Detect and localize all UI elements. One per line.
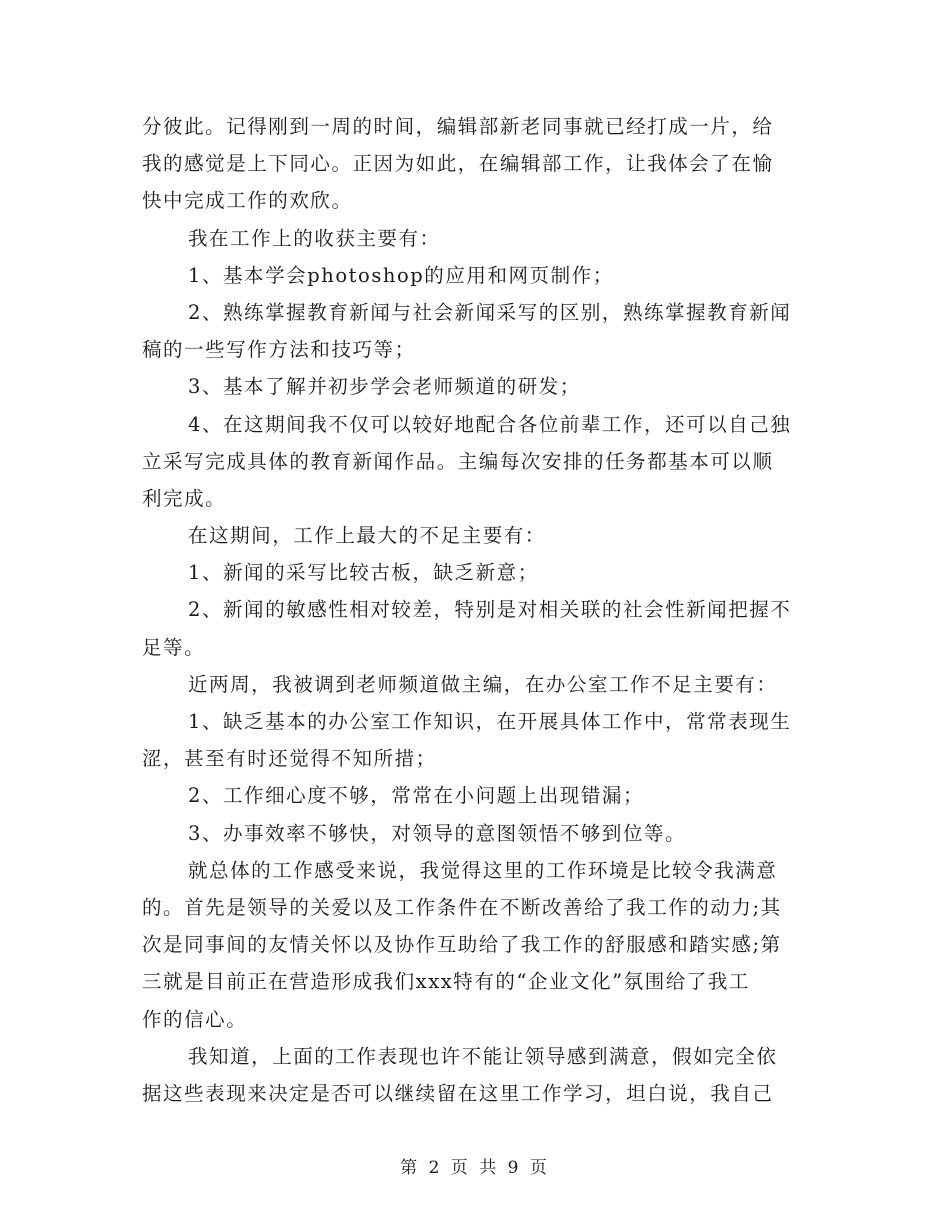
text-line: 作的信心。 [142, 1007, 248, 1031]
text-line: 足等。 [142, 635, 206, 659]
page-number-footer: 第 2 页 共 9 页 [400, 1158, 550, 1178]
text-line: 立采写完成具体的教育新闻作品。主编每次安排的任务都基本可以顺 [142, 449, 774, 473]
text-line: 在这期间，工作上最大的不足主要有： [188, 524, 546, 548]
text-line: 1、基本学会photoshop的应用和网页制作； [188, 263, 614, 287]
text-line: 近两周，我被调到老师频道做主编，在办公室工作不足主要有： [188, 672, 778, 696]
text-line: 快中完成工作的欢欣。 [142, 189, 353, 213]
document-body [142, 108, 808, 1112]
text-line: 我知道，上面的工作表现也许不能让领导感到满意，假如完全依 [188, 1044, 778, 1068]
text-line: 的。首先是领导的关爱以及工作条件在不断改善给了我工作的动力;其 [142, 895, 782, 919]
text-line: 我在工作上的收获主要有： [188, 226, 441, 250]
text-line: 3、办事效率不够快，对领导的意图领悟不够到位等。 [188, 821, 687, 845]
text-line: 稿的一些写作方法和技巧等； [142, 338, 416, 362]
text-line: 就总体的工作感受来说，我觉得这里的工作环境是比较令我满意 [188, 858, 778, 882]
text-line: 4、在这期间我不仅可以较好地配合各位前辈工作，还可以自己独 [188, 412, 792, 436]
text-line: 1、缺乏基本的办公室工作知识，在开展具体工作中，常常表现生 [188, 710, 792, 733]
text-line: 次是同事间的友情关怀以及协作互助给了我工作的舒服感和踏实感;第 [142, 933, 782, 957]
text-line: 1、新闻的采写比较古板，缺乏新意； [188, 561, 539, 585]
text-line: 我的感觉是上下同心。正因为如此，在编辑部工作，让我体会了在愉 [142, 152, 774, 176]
text-line: 据这些表现来决定是否可以继续留在这里工作学习，坦白说，我自己 [142, 1081, 774, 1105]
text-line: 2、工作细心度不够，常常在小问题上出现错漏； [188, 784, 645, 808]
text-line: 2、新闻的敏感性相对较差，特别是对相关联的社会性新闻把握不 [188, 598, 792, 622]
text-line: 3、基本了解并初步学会老师频道的研发； [188, 375, 581, 399]
text-line: 三就是目前正在营造形成我们xxx特有的“企业文化”氛围给了我工 [142, 970, 750, 994]
text-line: 利完成。 [142, 486, 227, 510]
text-line: 涩，甚至有时还觉得不知所措； [142, 747, 437, 771]
text-line: 2、熟练掌握教育新闻与社会新闻采写的区别，熟练掌握教育新闻 [188, 300, 792, 324]
text-line: 分彼此。记得刚到一周的时间，编辑部新老同事就已经打成一片，给 [142, 115, 774, 138]
